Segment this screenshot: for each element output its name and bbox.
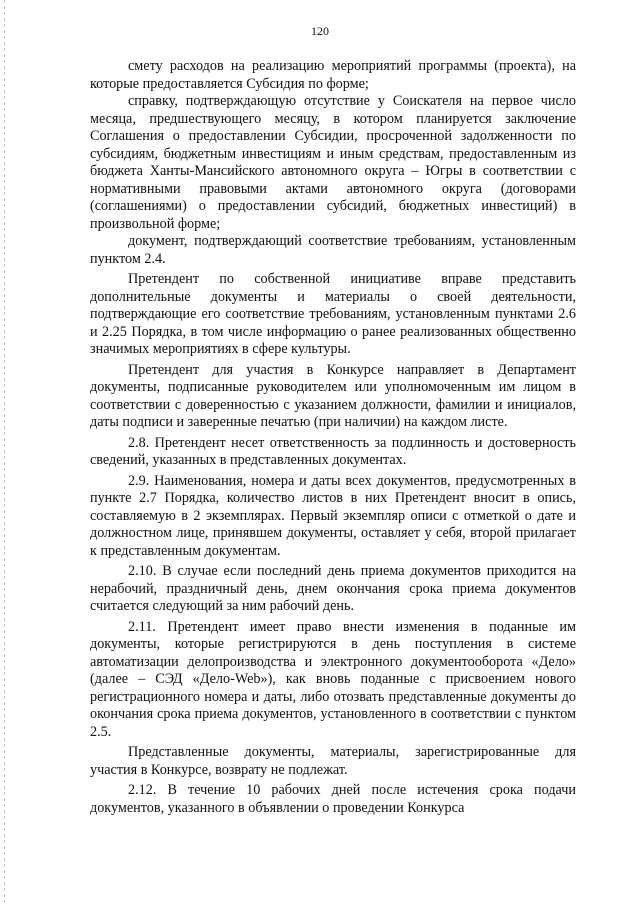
paragraph-2-9: 2.9. Наименования, номера и даты всех документов, предусмотренных в пункте 2.7 Порядка, количество листов в них Претендент вносит в опись, составляемую в 2 экземплярах. Первый экземпляр описи с отметкой о дате и должностном лице, принявшем документы, оставляет у себя, второй прилагает к представленным документам. (90, 472, 576, 559)
paragraph-additional-documents: Претендент по собственной инициативе вправе представить дополнительные документы и материалы о своей деятельности, подтверждающие его соответствие требованиям, установленным пунктами 2.6 и 2.25 Порядка, в том числе информацию о ранее реализованных общественно значимых мероприятиях в сфере культуры. (90, 271, 576, 357)
paragraph-compliance-document: документ, подтверждающий соответствие требованиям, установленным пунктом 2.4. (90, 233, 576, 267)
paragraph-2-12: 2.12. В течение 10 рабочих дней после истечения срока подачи документов, указанного в объявлении о проведении Конкурса (90, 782, 576, 816)
page-number: 120 (311, 24, 329, 38)
scan-edge-line (4, 0, 5, 905)
paragraph-debt-certificate: справку, подтверждающую отсутствие у Соискателя на первое число месяца, предшествующего месяцу, в котором планируется заключение Соглашения о предоставлении Субсидии, просроченной задолженности по субсидиям, бюджетным инвестициям и иным средствам, предоставленным из бюджета Ханты-Мансийского автономного округа – Югры в соответствии с нормативными правовыми актами автономного округа (договорами (соглашениями) о предоставлении субсидий, бюджетных инвестиций) в произвольной форме; (90, 93, 576, 232)
paragraph-2-8: 2.8. Претендент несет ответственность за подлинность и достоверность сведений, указанных в представленных документах. (90, 434, 576, 468)
paragraph-no-return: Представленные документы, материалы, зарегистрированные для участия в Конкурсе, возврату не подлежат. (90, 744, 576, 778)
paragraph-2-10: 2.10. В случае если последний день приема документов приходится на нерабочий, праздничный день, днем окончания срока приема документов считается следующий за ним рабочий день. (90, 563, 576, 614)
paragraph-2-11: 2.11. Претендент имеет право внести изменения в поданные им документы, которые регистрируются в день поступления в системе автоматизации делопроизводства и электронного документооборота «Дело» (далее – СЭД «Дело-Web»), как вновь поданные с присвоением нового регистрационного номера и даты, либо отозвать представленные документы до окончания срока приема документов, установленного в соответствии с пунктом 2.5. (90, 618, 576, 740)
paragraph-submission: Претендент для участия в Конкурсе направляет в Департамент документы, подписанные руководителем или уполномоченным им лицом в соответствии с доверенностью с указанием должности, фамилии и инициалов, даты подписи и заверенные печатью (при наличии) на каждом листе. (90, 361, 576, 430)
document-body (90, 58, 576, 817)
paragraph-estimate: смету расходов на реализацию мероприятий программы (проекта), на которые предоставляется Субсидия по форме; (90, 58, 576, 92)
